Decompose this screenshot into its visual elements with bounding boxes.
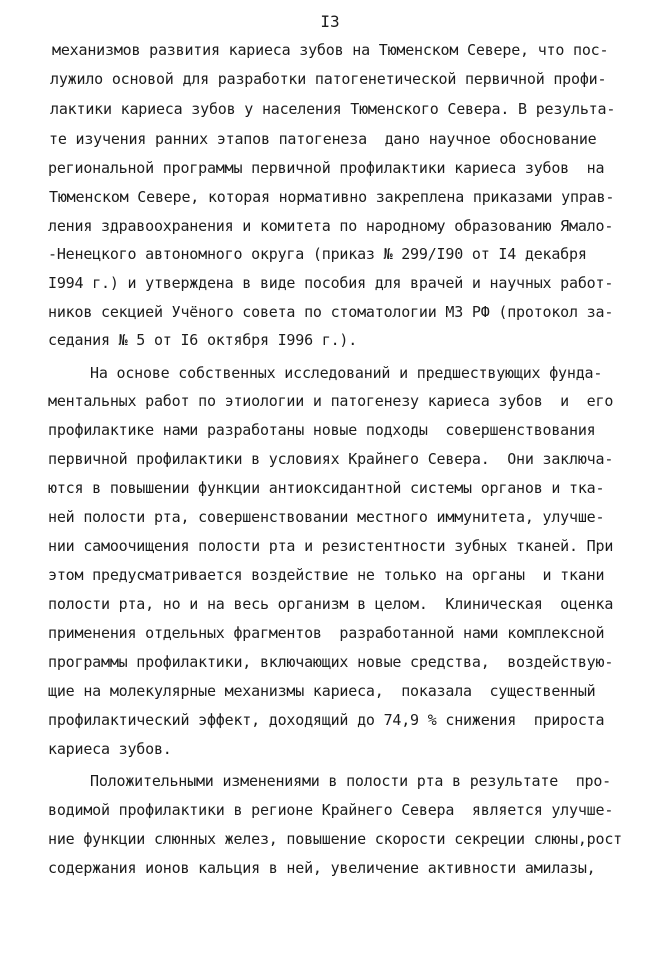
text-line: Положительными изменениями в полости рта в результате про- [90, 772, 612, 790]
text-line: водимой профилактики в регионе Крайнего Севера является улучше- [48, 801, 614, 819]
text-line: применения отдельных фрагментов разработанной нами комплексной [48, 624, 605, 642]
text-line: ментальных работ по этиологии и патогенезу кариеса зубов и его [48, 392, 614, 410]
text-line: щие на молекулярные механизмы кариеса, показала существенный [48, 682, 596, 700]
text-line: Тюменском Севере, которая нормативно закреплена приказами управ- [49, 188, 615, 206]
text-line: содержания ионов кальция в ней, увеличение активности амилазы, [48, 859, 596, 877]
text-line: те изучения ранних этапов патогенеза дано научное обоснование [49, 130, 597, 148]
text-line: механизмов развития кариеса зубов на Тюменском Севере, что пос- [52, 41, 609, 59]
text-line: этом предусматривается воздействие не только на органы и ткани [48, 566, 605, 584]
text-line: -Ненецкого автономного округа (приказ № 299/I90 от I4 декабря [48, 245, 587, 263]
text-line: кариеса зубов. [48, 740, 172, 758]
text-line: нии самоочищения полости рта и резистентности зубных тканей. При [48, 537, 614, 555]
text-line: ления здравоохранения и комитета по народному образованию Ямало- [48, 217, 614, 235]
text-line: ются в повышении функции антиоксидантной системы органов и тка- [48, 479, 605, 497]
page-number: I3 [320, 12, 340, 31]
text-line: ней полости рта, совершенствовании местного иммунитета, улучше- [48, 508, 605, 526]
text-line: программы профилактики, включающих новые средства, воздействую- [48, 653, 614, 671]
text-line: лужило основой для разработки патогенетической первичной профи- [50, 70, 607, 88]
text-line: полости рта, но и на весь организм в целом. Клиническая оценка [48, 595, 614, 613]
text-line: профилактический эффект, доходящий до 74,9 % снижения прироста [48, 711, 605, 729]
text-line: На основе собственных исследований и предшествующих фунда- [90, 364, 603, 382]
text-line: седания № 5 от I6 октября I996 г.). [48, 331, 358, 349]
text-line: профилактике нами разработаны новые подходы совершенствования [48, 421, 596, 439]
text-line: ников секцией Учёного совета по стоматологии МЗ РФ (протокол за- [48, 303, 614, 321]
text-line: первичной профилактики в условиях Крайнего Севера. Они заключа- [48, 450, 614, 468]
text-line: I994 г.) и утверждена в виде пособия для врачей и научных работ- [48, 274, 614, 292]
text-line: ние функции слюнных желез, повышение скорости секреции слюны,рост [48, 830, 622, 848]
text-line: региональной программы первичной профилактики кариеса зубов на [48, 159, 605, 177]
text-line: лактики кариеса зубов у населения Тюменского Севера. В результа- [50, 100, 616, 118]
